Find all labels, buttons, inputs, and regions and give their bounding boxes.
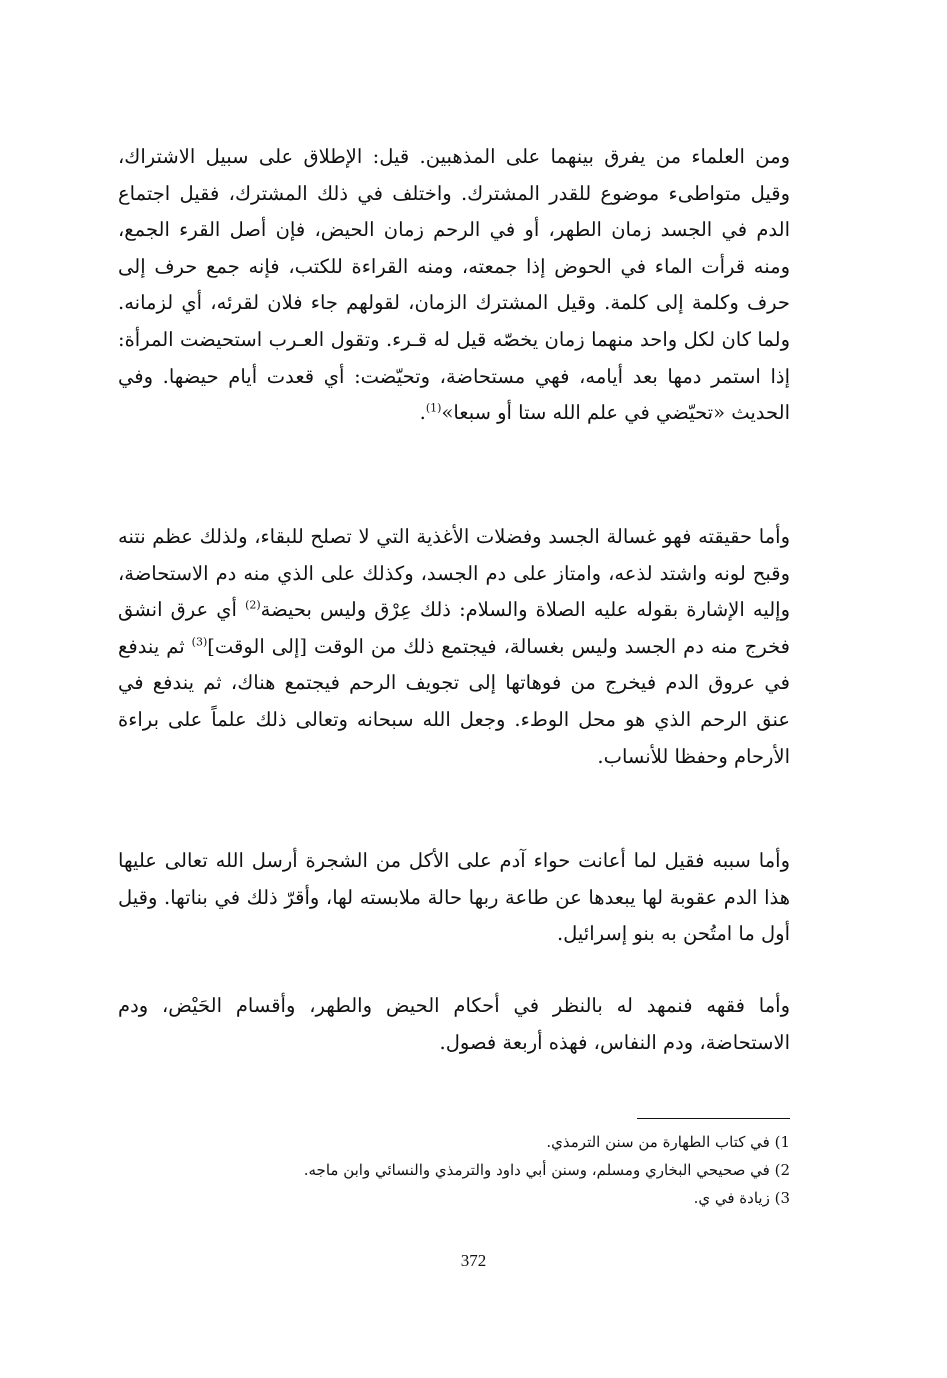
body-paragraph-3 [118, 843, 790, 953]
paragraph-text: وأما فقهه فنمهد له بالنظر في أحكام الحيض والطهر، وأقسام الحَيْض، ودم الاستحاضة، ودم النفاس، فهذه أربعة فصول. [118, 994, 790, 1054]
footnote-marker-3: (3) [191, 635, 208, 649]
footnote-1 [118, 1128, 790, 1156]
footnote-marker-1: (1) [425, 401, 442, 415]
paragraph-text: ثم يندفع في عروق الدم فيخرج من فوهاتها إلى تجويف الرحم فيجتمع هناك، ثم يندفع في عنق الرحم الذي هو محل الوطء. وجعل الله سبحانه وتعالى ذلك علماً على براءة الأرحام وحفظا للأنساب. [118, 634, 790, 768]
footnote-2 [118, 1156, 790, 1184]
footnotes [118, 1128, 790, 1212]
paragraph-text: أي عرق انشق فخرج منه دم الجسد وليس بغسالة، فيجتمع ذلك من الوقت [إلى الوقت] [118, 598, 790, 658]
footnote-number: 1) [774, 1133, 790, 1151]
page-number: 372 [460, 1251, 487, 1270]
footnote-text: زيادة في ي. [693, 1189, 770, 1207]
footnote-text: في صحيحي البخاري ومسلم، وسنن أبي داود والترمذي والنسائي وابن ماجه. [303, 1161, 770, 1179]
footnote-number: 2) [774, 1161, 790, 1179]
paragraph-text: ومن العلماء من يفرق بينهما على المذهبين. قيل: الإطلاق على سبيل الاشتراك، وقيل متواطىء موضوع للقدر المشترك. واختلف في ذلك المشترك، فقيل اجتماع الدم في الجسد زمان الطهر، أو في الرحم زمان الحيض، فإن أصل القرء الجمع، ومنه قرأت الماء في الحوض إذا جمعته، ومنه القراءة للكتب، فإنه جمع حرف إلى حرف وكلمة إلى كلمة. وقيل المشترك الزمان، لقولهم جاء فلان لقرئه، أي لزمانه. ولما كان لكل واحد منهما زمان يخصّه قيل له قـرء. وتقول العـرب استحيضت المرأة: إذا استمر دمها بعد أيامه، فهي مستحاضة، وتحيّضت: أي قعدت أيام حيضها. وفي الحديث «تحيّضي في علم الله ستا أو سبعا» [118, 145, 790, 425]
footnote-marker-2: (2) [245, 598, 261, 612]
paragraph-text: وأما سببه فقيل لما أعانت حواء آدم على الأكل من الشجرة أرسل الله تعالى عليها هذا الدم عقوبة لها يبعدها عن طاعة ربها حالة ملابسته لها، وأقرّ ذلك في بناتها. وقيل أول ما امتُحن به بنو إسرائيل. [118, 849, 790, 946]
footnote-text: في كتاب الطهارة من سنن الترمذي. [546, 1133, 770, 1151]
footnote-number: 3) [774, 1189, 790, 1207]
footnote-3 [118, 1184, 790, 1212]
footnote-separator [637, 1118, 790, 1119]
body-paragraph-1 [118, 139, 790, 432]
body-paragraph-4 [118, 988, 790, 1061]
body-paragraph-2 [118, 519, 790, 775]
paragraph-text: وأما حقيقته فهو غسالة الجسد وفضلات الأغذية التي لا تصلح للبقاء، ولذلك عظم نتنه وقبح لونه واشتد لذعه، وامتاز على دم الجسد، وكذلك على الذي منه دم الاستحاضة، وإليه الإشارة بقوله عليه الصلاة والسلام: ذلك عِرْق وليس بحيضة [118, 525, 790, 622]
paragraph-text: . [419, 401, 426, 425]
